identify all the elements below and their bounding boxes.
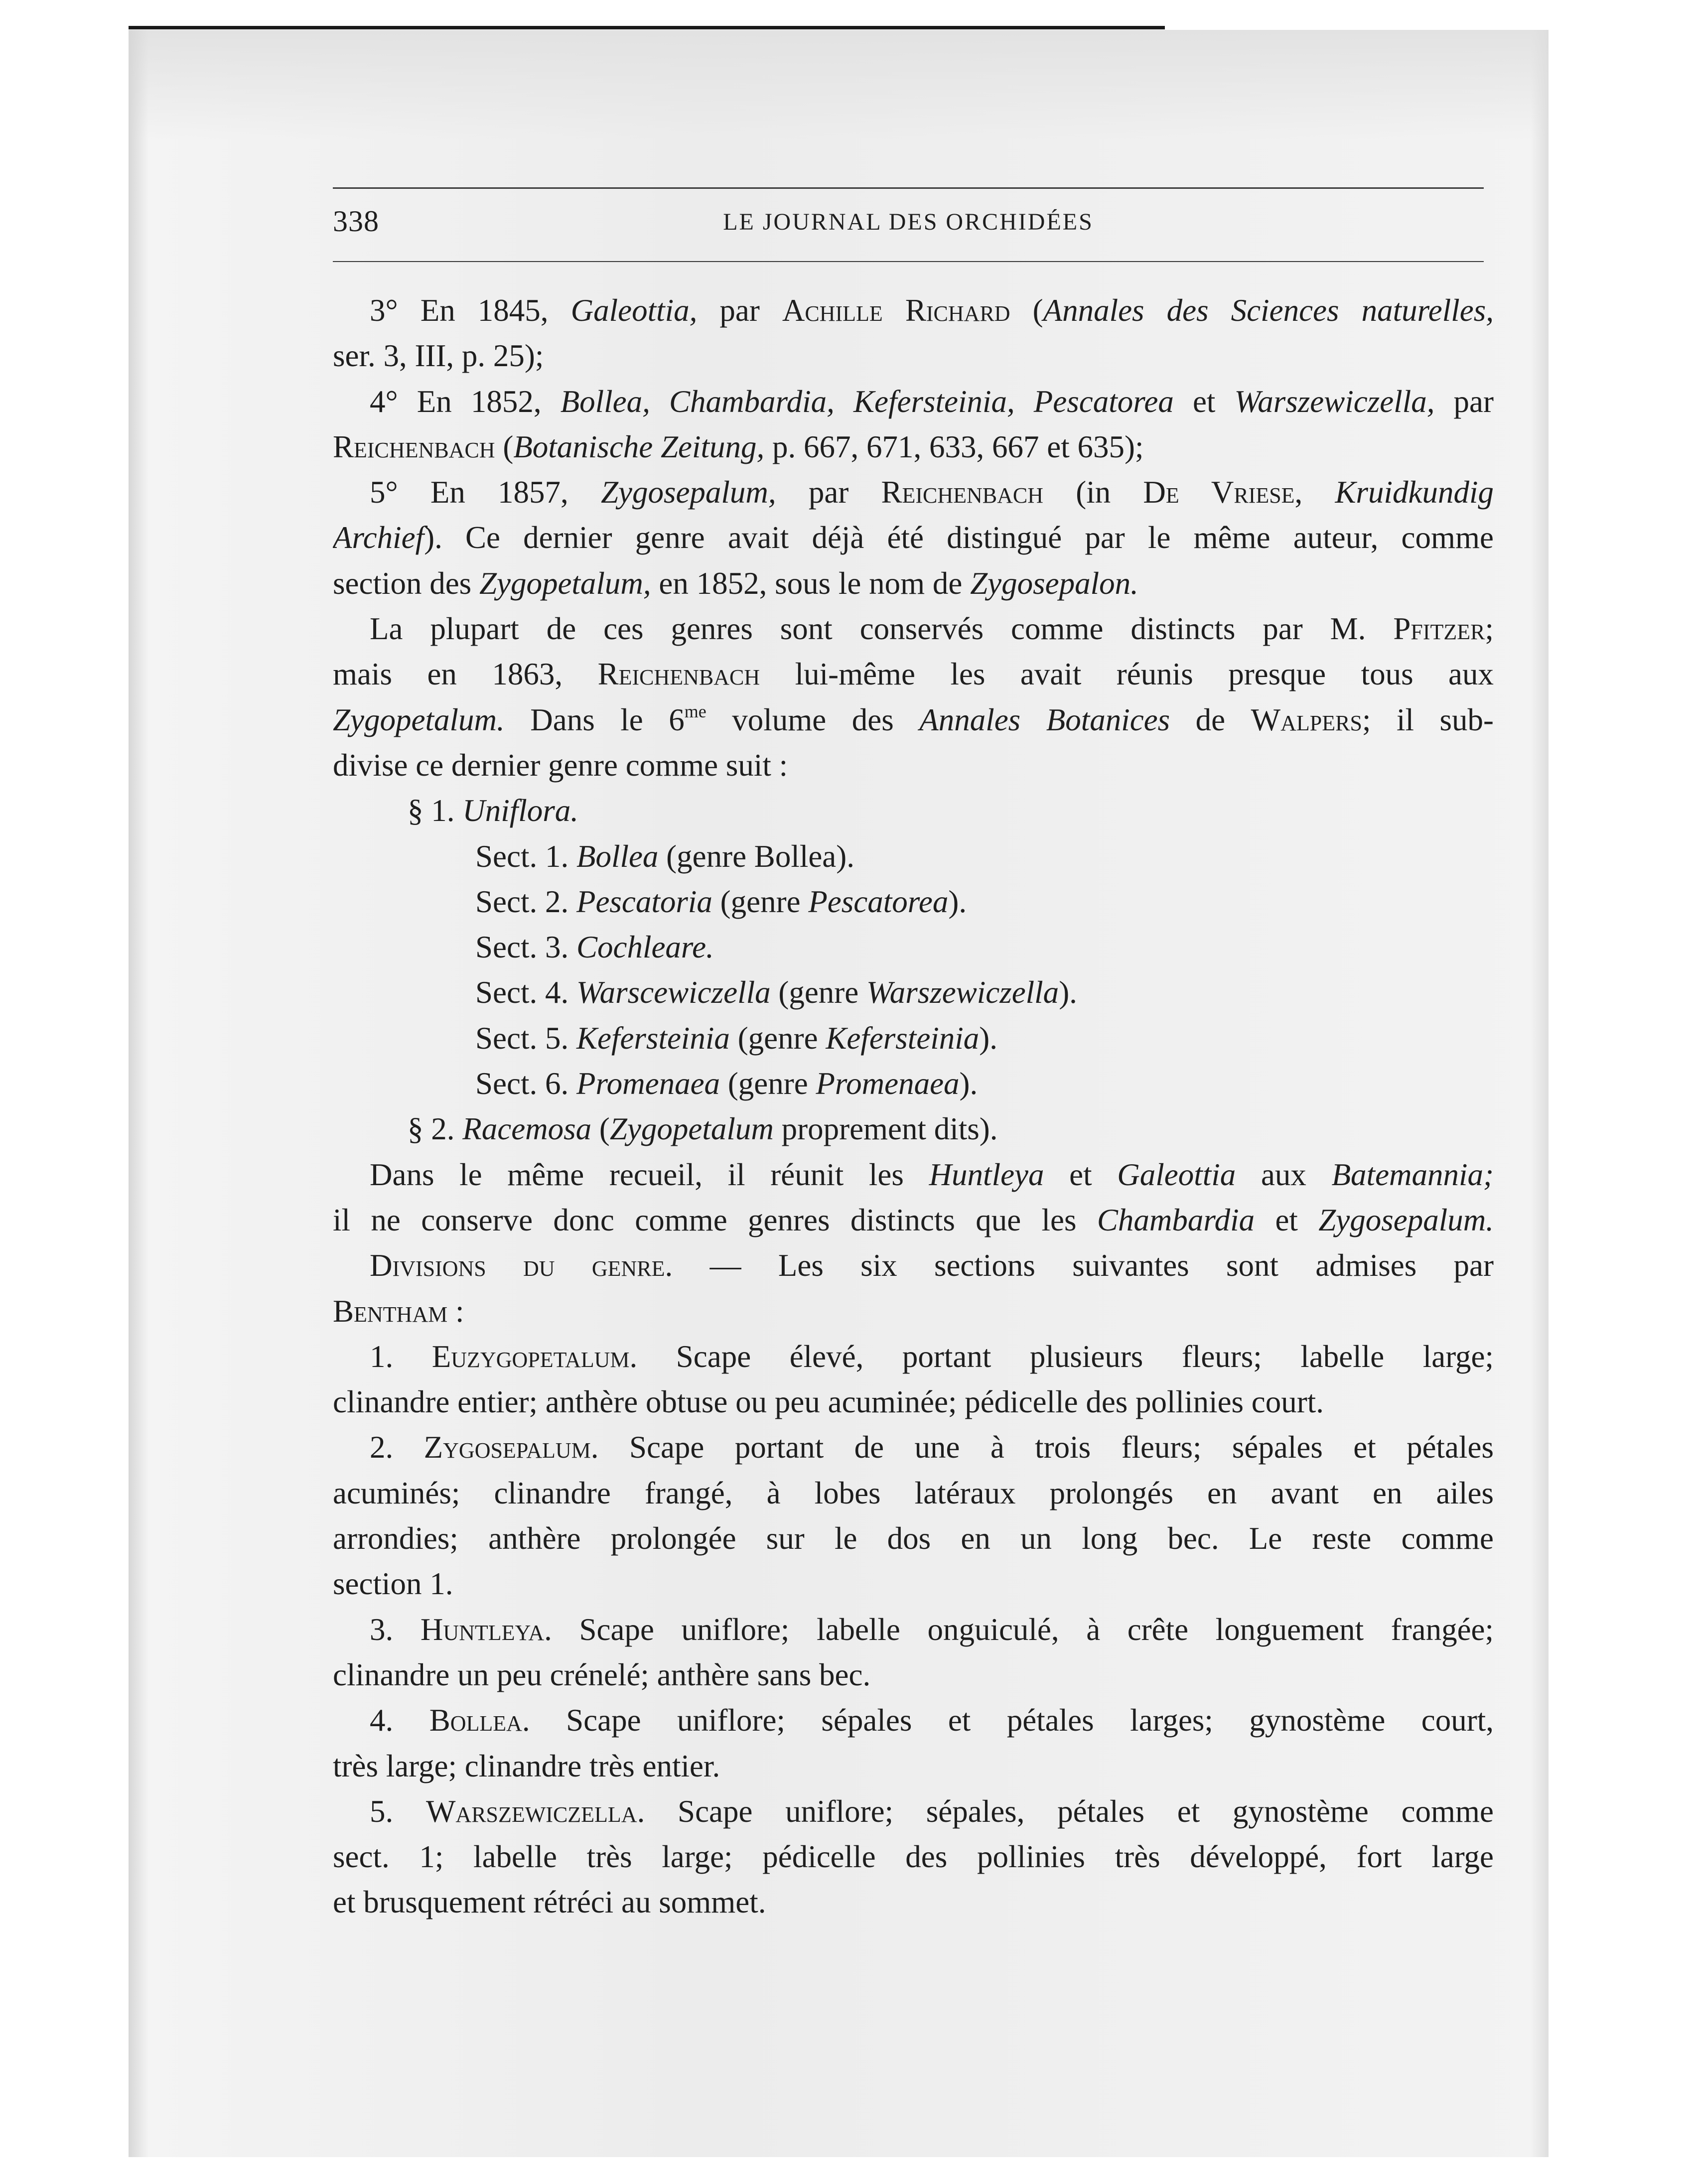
- section-name: Huntleya.: [420, 1612, 552, 1647]
- author-name: Pfitzer: [1393, 611, 1485, 647]
- scan-edge-line: [129, 26, 1165, 29]
- journal-title: LE JOURNAL DES ORCHIDÉES: [723, 209, 1094, 235]
- author-name: Reichenbach: [333, 429, 495, 464]
- list-item: Sect. 3. Cochleare.: [475, 930, 714, 965]
- text-line: clinandre un peu crénelé; anthère sans bec.: [333, 1657, 871, 1692]
- list-item: Sect. 4. Warscewiczella (genre Warszewiczella).: [475, 975, 1077, 1010]
- author-name: Bentham: [333, 1293, 448, 1329]
- text-line: Reichenbach (Botanische Zeitung, p. 667, 671, 633, 667 et 635);: [333, 429, 1144, 464]
- section-name: Zygosepalum.: [423, 1430, 599, 1465]
- text-line: Archief). Ce dernier genre avait déjà été distingué par le même auteur, comme: [333, 520, 1494, 555]
- text-line: section des Zygopetalum, en 1852, sous le nom de Zygosepalon.: [333, 565, 1138, 601]
- list-item: Sect. 5. Kefersteinia (genre Kefersteinia).: [475, 1020, 998, 1056]
- text-line: 5° En 1857, Zygosepalum, par Reichenbach (in De Vriese, Kruidkundig: [370, 475, 1494, 510]
- text-line: La plupart de ces genres sont conservés comme distincts par M. Pfitzer;: [370, 611, 1494, 647]
- text-line: clinandre entier; anthère obtuse ou peu acuminée; pédicelle des pollinies court.: [333, 1384, 1324, 1420]
- text-line: section 1.: [333, 1566, 453, 1602]
- text-line: 3. Huntleya. Scape uniflore; labelle onguiculé, à crête longuement frangée;: [370, 1612, 1494, 1647]
- header-rule-top: [333, 187, 1484, 189]
- list-item: § 1. Uniflora.: [408, 793, 579, 828]
- list-item: Sect. 6. Promenaea (genre Promenaea).: [475, 1066, 978, 1101]
- text-line: très large; clinandre très entier.: [333, 1748, 720, 1783]
- text-line: Divisions du genre. — Les six sections suivantes sont admises par: [370, 1248, 1494, 1283]
- header-rule-bottom: [333, 261, 1484, 262]
- text-line: 4° En 1852, Bollea, Chambardia, Kefersteinia, Pescatorea et Warszewiczella, par: [370, 384, 1494, 419]
- running-head: [333, 203, 1484, 248]
- text-line: Dans le même recueil, il réunit les Huntleya et Galeottia aux Batemannia;: [370, 1157, 1494, 1192]
- text-line: arrondies; anthère prolongée sur le dos en un long bec. Le reste comme: [333, 1521, 1494, 1556]
- text-line: mais en 1863, Reichenbach lui-même les avait réunis presque tous aux: [333, 657, 1494, 692]
- scan-shadow-right: [1531, 30, 1549, 2157]
- text-line: il ne conserve donc comme genres distincts que les Chambardia et Zygosepalum.: [333, 1202, 1494, 1237]
- author-name: Walpers: [1251, 702, 1362, 737]
- text-line: acuminés; clinandre frangé, à lobes latéraux prolongés en avant en ailes: [333, 1475, 1494, 1510]
- text-line: Zygopetalum. Dans le $6^{me}$ volume des Annales Botanices de Walpers; il sub-: [333, 701, 1494, 737]
- text-line: ser. 3, III, p. 25);: [333, 338, 544, 374]
- page-body: [333, 288, 1494, 1925]
- list-item: Sect. 1. Bollea (genre Bollea).: [475, 838, 854, 874]
- section-name: Bollea.: [429, 1703, 530, 1738]
- text-line: 3° En 1845, Galeottia, par Achille Richard (Annales des Sciences naturelles,: [370, 293, 1494, 328]
- section-name: Euzygopetalum.: [431, 1339, 638, 1374]
- text-line: 4. Bollea. Scape uniflore; sépales et pétales larges; gynostème court,: [370, 1703, 1494, 1738]
- text-line: divise ce dernier genre comme suit :: [333, 747, 788, 783]
- list-item: Sect. 2. Pescatoria (genre Pescatorea).: [475, 884, 967, 919]
- text-line: Bentham :: [333, 1293, 464, 1329]
- text-line: 5. Warszewiczella. Scape uniflore; sépales, pétales et gynostème comme: [370, 1793, 1494, 1829]
- text-line: 2. Zygosepalum. Scape portant de une à trois fleurs; sépales et pétales: [370, 1430, 1494, 1465]
- page-number: 338: [333, 205, 379, 238]
- author-name: De Vriese,: [1143, 475, 1303, 510]
- text-line: sect. 1; labelle très large; pédicelle des pollinies très développé, fort large: [333, 1839, 1494, 1875]
- author-name: Reichenbach: [881, 475, 1044, 510]
- scan-shadow-top: [129, 30, 1549, 139]
- list-item: § 2. Racemosa (Zygopetalum proprement dits).: [408, 1111, 998, 1147]
- section-heading: Divisions du genre.: [370, 1248, 673, 1283]
- author-name: Reichenbach: [597, 657, 760, 692]
- section-name: Warszewiczella.: [425, 1793, 645, 1829]
- scan-shadow-left: [129, 30, 148, 2157]
- text-line: 1. Euzygopetalum. Scape élevé, portant plusieurs fleurs; labelle large;: [370, 1339, 1494, 1374]
- text-line: et brusquement rétréci au sommet.: [333, 1885, 766, 1920]
- author-name: Achille Richard: [782, 293, 1010, 328]
